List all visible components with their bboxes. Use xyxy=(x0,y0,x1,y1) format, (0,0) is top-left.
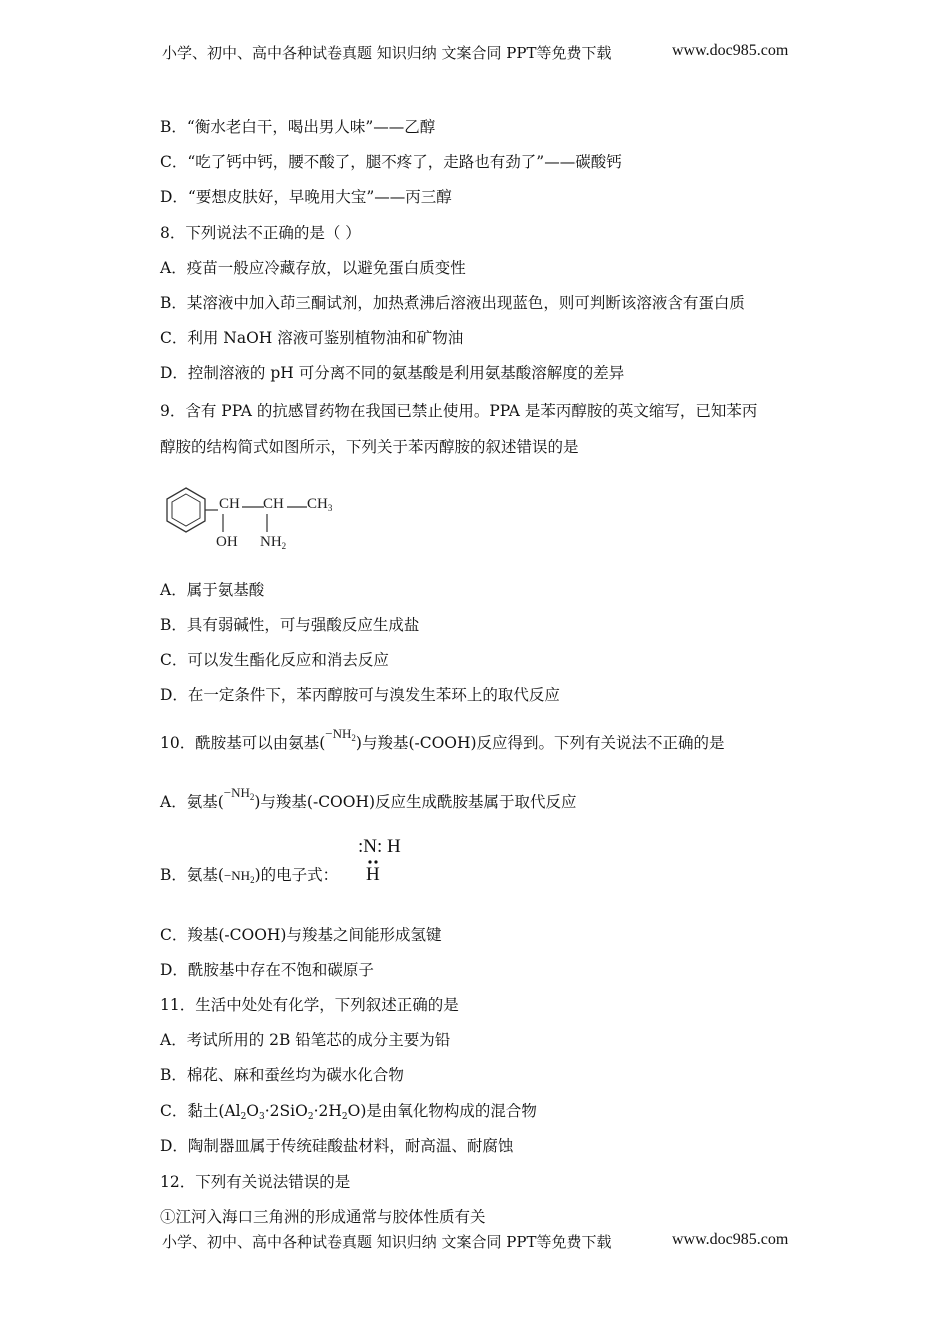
q12-stem: 12．下列有关说法错误的是 xyxy=(160,1173,351,1191)
benzene-ring-diagram xyxy=(160,485,220,545)
electron-formula-top: :N: H xyxy=(358,836,401,857)
structure-nh2: $NH_2$ xyxy=(260,534,287,551)
q8-option-c: C．利用 NaOH 溶液可鉴别植物油和矿物油 xyxy=(160,329,464,347)
q11-stem: 11．生活中处处有化学，下列叙述正确的是 xyxy=(160,996,459,1014)
structure-oh: OH xyxy=(216,534,238,550)
q7-option-b: B．“衡水老白干，喝出男人味”——乙醇 xyxy=(160,118,436,136)
q8-option-a: A．疫苗一般应冷藏存放，以避免蛋白质变性 xyxy=(160,259,466,277)
q9-option-a: A．属于氨基酸 xyxy=(160,581,265,599)
bond-vertical-1 xyxy=(221,514,225,534)
q8-option-d: D．控制溶液的 pH 可分离不同的氨基酸是利用氨基酸溶解度的差异 xyxy=(160,364,625,382)
electron-pair-dots xyxy=(366,859,380,867)
q9-stem-line2: 醇胺的结构简式如图所示，下列关于苯丙醇胺的叙述错误的是 xyxy=(160,438,579,456)
structure-ch1: CH xyxy=(219,496,240,512)
q9-option-c: C．可以发生酯化反应和消去反应 xyxy=(160,651,389,669)
structure-ch2: CH xyxy=(263,496,284,512)
page-footer xyxy=(162,1231,789,1252)
q9-stem-line1: 9．含有 PPA 的抗感冒药物在我国已禁止使用。PPA 是苯丙醇胺的英文缩写，已知苯丙 xyxy=(160,402,758,420)
nh2-fragment: −NH2 xyxy=(223,785,255,802)
q10-stem: 10．酰胺基可以由氨基($^{-NH_2}$)与羧基(-COOH)反应得到。下列有关说法不正确的是 xyxy=(160,726,725,752)
header-text: 小学、初中、高中各种试卷真题 知识归纳 文案合同 PPT等免费下载 xyxy=(162,44,612,62)
q10-option-b: B．氨基$(-NH_2)$的电子式： xyxy=(160,866,339,885)
q11-option-a: A．考试所用的 2B 铅笔芯的成分主要为铅 xyxy=(160,1031,451,1049)
q12-item-1: ①江河入海口三角洲的形成通常与胶体性质有关 xyxy=(160,1208,486,1226)
q8-stem: 8．下列说法不正确的是（ ） xyxy=(160,224,361,242)
bond-vertical-2 xyxy=(265,514,269,534)
structure-ch3: $CH_3$ xyxy=(307,496,333,513)
electron-formula-bottom: H xyxy=(366,864,380,885)
q7-option-d: D．“要想皮肤好，早晚用大宝”——丙三醇 xyxy=(160,188,452,206)
header-site[interactable]: www.doc985.com xyxy=(672,42,789,59)
q8-option-b: B．某溶液中加入茚三酮试剂，加热煮沸后溶液出现蓝色，则可判断该溶液含有蛋白质 xyxy=(160,294,745,312)
q11-option-b: B．棉花、麻和蚕丝均为碳水化合物 xyxy=(160,1066,404,1084)
q11-option-d: D．陶制器皿属于传统硅酸盐材料，耐高温、耐腐蚀 xyxy=(160,1137,514,1155)
q9-option-b: B．具有弱碱性，可与强酸反应生成盐 xyxy=(160,616,420,634)
footer-text: 小学、初中、高中各种试卷真题 知识归纳 文案合同 PPT等免费下载 xyxy=(162,1233,612,1251)
q10-option-d: D．酰胺基中存在不饱和碳原子 xyxy=(160,961,374,979)
q7-option-c: C．“吃了钙中钙，腰不酸了，腿不疼了，走路也有劲了”——碳酸钙 xyxy=(160,153,622,171)
q10-option-c: C．羧基(-COOH)与羧基之间能形成氢键 xyxy=(160,926,442,944)
q11-option-c: C．黏土$(Al_2O_3\cdot 2SiO_2\cdot 2H_2O)$是由氧化物构成的混合物 xyxy=(160,1102,537,1122)
page-header xyxy=(162,42,789,63)
footer-site[interactable]: www.doc985.com xyxy=(672,1231,789,1248)
q10-option-a: A．氨基($^{-NH_2}$)与羧基(-COOH)反应生成酰胺基属于取代反应 xyxy=(160,785,577,811)
nh2-fragment: −NH2 xyxy=(325,726,356,743)
q9-option-d: D．在一定条件下，苯丙醇胺可与溴发生苯环上的取代反应 xyxy=(160,686,560,704)
